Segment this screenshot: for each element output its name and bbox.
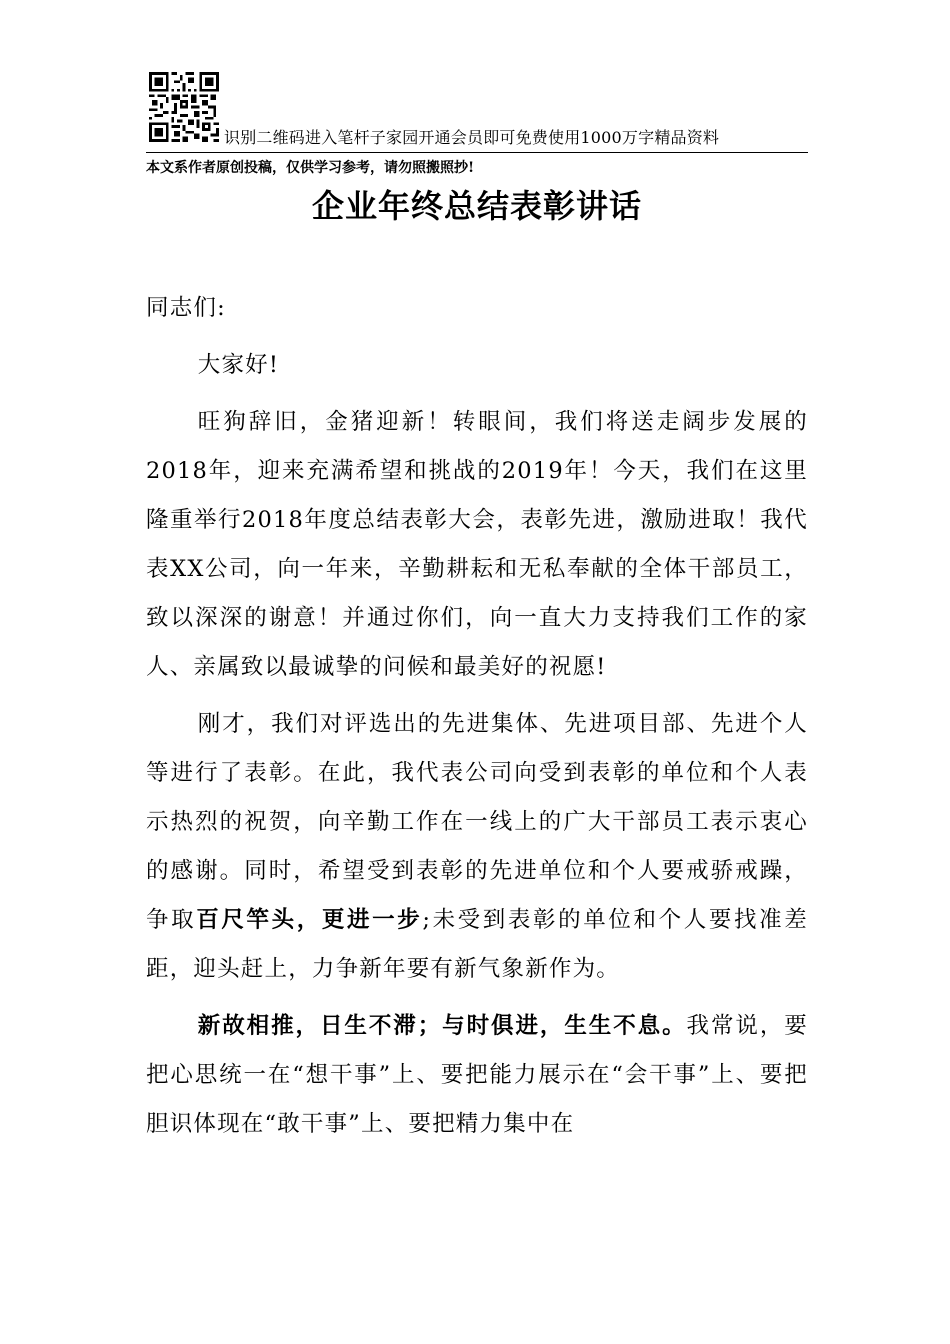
paragraph-1: 旺狗辞旧，金猪迎新！转眼间，我们将送走阔步发展的2018年，迎来充满希望和挑战的2019年！今天，我们在这里隆重举行2018年度总结表彰大会，表彰先进，激励进取！我代表XX公司，向一年来，辛勤耕耘和无私奉献的全体干部员工，致以深深的谢意！并通过你们，向一直大力支持我们工作的家人、亲属致以最诚挚的问候和最美好的祝愿! [146, 409, 808, 680]
promo-banner: 识别二维码进入笔杆子家园开通会员即可免费使用1000万字精品资料 [224, 128, 720, 147]
paragraph-3-emphasis: 新故相推，日生不滞；与时俱进，生生不息。 [197, 1013, 687, 1039]
paragraph-3-text: 我常说，要把心思统一在“想干事”上、要把能力展示在“会干事”上、要把胆识体现在“敢干事”上、要把精力集中在 [146, 1013, 808, 1137]
page-title: 企业年终总结表彰讲话 [311, 187, 642, 225]
paragraph-2-text-b: ;未受到表彰的单位和个人要找准差距，迎头赶上，力争新年要有新气象新作为。 [146, 907, 808, 982]
paragraph-3 [146, 1002, 808, 1149]
paragraph-2-text-a: 刚才，我们对评选出的先进集体、先进项目部、先进个人等进行了表彰。在此，我代表公司向受到表彰的单位和个人表示热烈的祝贺，向辛勤工作在一线上的广大干部员工表示衷心的感谢。同时，希望受到表彰的先进单位和个人要戒骄戒躁，争取 [146, 711, 808, 933]
document-body [146, 284, 808, 1149]
header-divider [146, 152, 808, 153]
copyright-notice: 本文系作者原创投稿，仅供学习参考，请勿照搬照抄! [146, 160, 475, 176]
qr-code-icon [148, 72, 220, 142]
salutation: 同志们: [146, 295, 226, 321]
paragraph-2 [146, 700, 808, 994]
greeting: 大家好! [197, 352, 280, 378]
paragraph-2-emphasis: 百尺竿头，更进一步 [196, 907, 423, 933]
